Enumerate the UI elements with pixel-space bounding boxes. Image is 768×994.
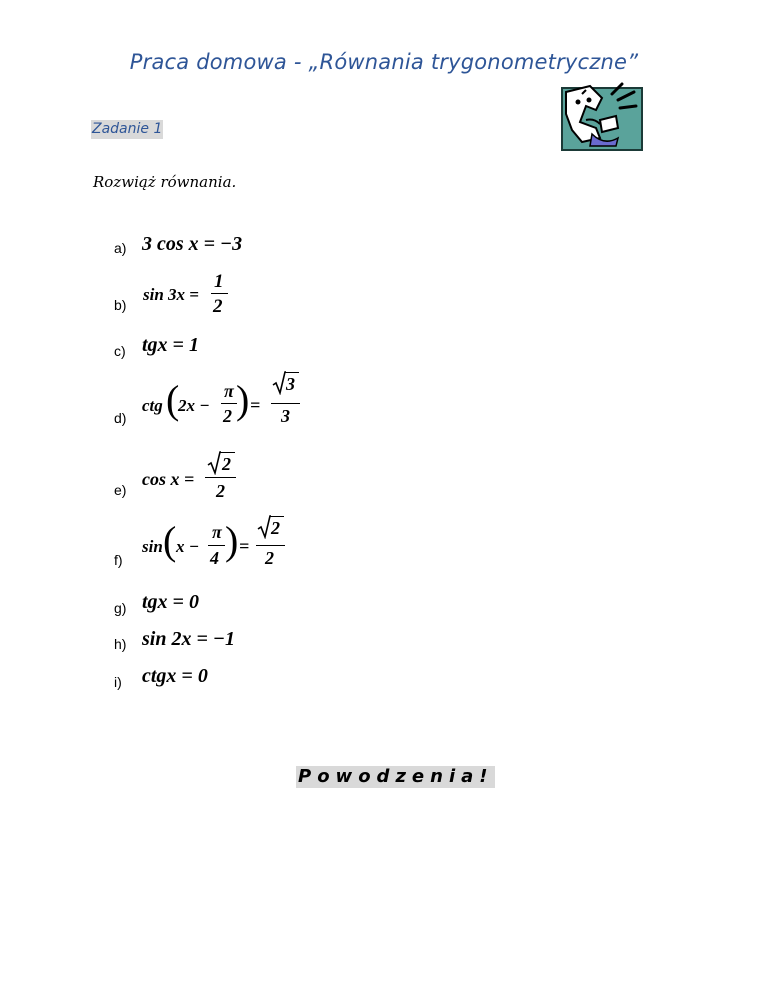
equation-d-sqrt-bar: [285, 372, 299, 373]
item-label-e: e): [114, 482, 127, 498]
equation-g: tgx = 0: [142, 591, 199, 613]
equation-f-inner-denominator: 4: [210, 548, 219, 568]
equation-f-close-paren: ): [225, 518, 239, 563]
equation-b-lhs: sin 3x =: [143, 285, 199, 304]
closing-message: Powodzenia!: [298, 766, 494, 787]
equation-i: ctgx = 0: [142, 665, 208, 687]
item-label-d: d): [114, 410, 127, 426]
equation-d-inner-denominator: 2: [223, 406, 232, 426]
equation-e-rhs-denominator: 2: [216, 481, 225, 501]
item-label-i: i): [114, 674, 122, 690]
equation-e-rhs-numerator: 2: [222, 454, 231, 474]
equation-f-inner-fraction-bar: [208, 545, 225, 546]
item-label-h: h): [114, 636, 127, 652]
equation-f-sqrt-bar: [270, 516, 284, 517]
equation-h: sin 2x = −1: [142, 628, 235, 650]
equation-e-lhs: cos x =: [142, 469, 195, 489]
task-instruction: Rozwiąż równania.: [93, 173, 237, 191]
equation-d-rhs-fraction-bar: [271, 403, 300, 404]
item-label-b: b): [114, 297, 127, 313]
equation-b-denominator: 2: [213, 296, 223, 317]
item-label-c: c): [114, 343, 126, 359]
equation-a: 3 cos x = −3: [142, 233, 243, 255]
section-heading: Zadanie 1: [92, 121, 163, 137]
equation-f-open-paren: (: [163, 518, 177, 563]
equation-b-fraction-bar: [211, 293, 228, 294]
equation-f-equals: =: [239, 536, 250, 556]
equation-f-rhs-denominator: 2: [265, 548, 274, 568]
equation-f-function: sin: [142, 537, 163, 556]
equation-c: tgx = 1: [142, 334, 199, 356]
equation-d-sqrt-sign: [272, 371, 286, 395]
equation-d-inner-fraction-bar: [221, 403, 237, 404]
equation-b-numerator: 1: [214, 271, 224, 292]
item-label-g: g): [114, 600, 127, 616]
equation-f-sqrt-sign: [257, 515, 271, 539]
equation-f-rhs-numerator: 2: [271, 518, 280, 538]
equation-f-inner-numerator: π: [212, 522, 222, 542]
equation-d-open-paren: (: [166, 377, 180, 422]
item-label-a: a): [114, 240, 127, 256]
equation-d-rhs-denominator: 3: [281, 406, 290, 426]
equation-d-rhs-numerator: 3: [286, 374, 295, 394]
equation-f-inner: x −: [176, 537, 200, 556]
equation-d-inner-numerator: π: [224, 381, 234, 401]
equation-d-inner: 2x −: [178, 396, 210, 415]
item-label-f: f): [114, 552, 123, 568]
equation-e-sqrt-bar: [220, 452, 235, 453]
equation-d-equals: =: [250, 395, 261, 415]
equation-e-rhs-fraction-bar: [205, 477, 236, 478]
equation-f-rhs-fraction-bar: [256, 545, 285, 546]
cartoon-illustration: [556, 80, 644, 152]
equation-d-function: ctg: [142, 396, 163, 415]
equation-e-sqrt-sign: [207, 451, 221, 475]
equation-d-close-paren: ): [236, 377, 250, 422]
page-title: Praca domowa - „Równania trygonometryczne”: [129, 50, 639, 74]
